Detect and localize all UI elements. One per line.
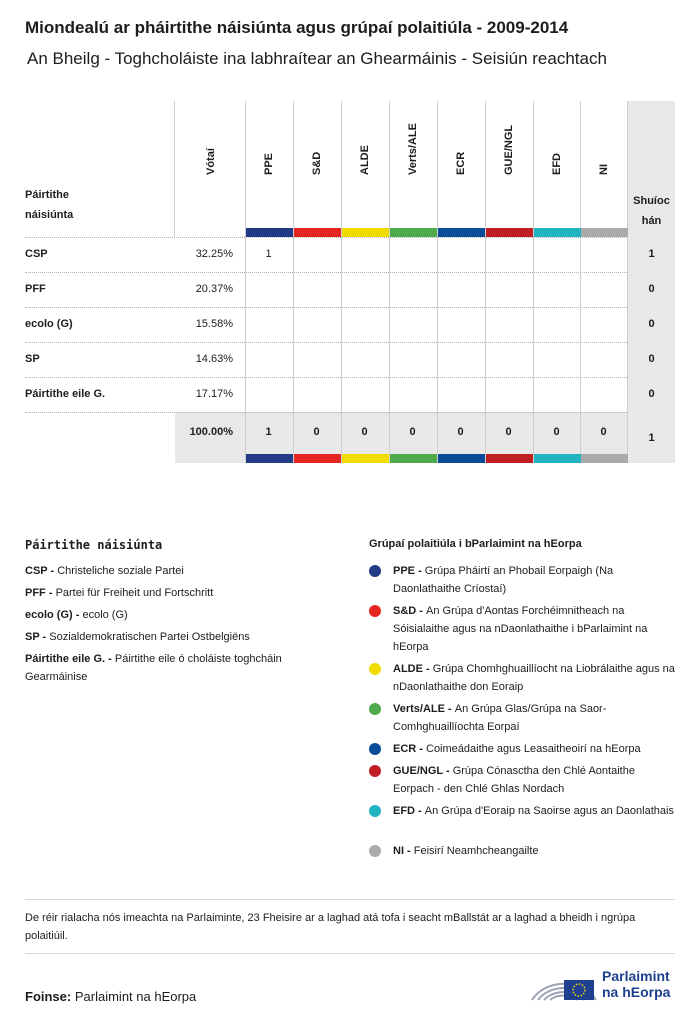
national-legend-code: SP - — [25, 631, 50, 643]
row-separator-3 — [25, 377, 627, 378]
group-colorbar-bottom-0 — [246, 454, 293, 463]
group-color-dot-icon — [369, 765, 381, 777]
seats-column-bg — [628, 101, 675, 463]
group-color-dot-icon — [369, 605, 381, 617]
group-col-line — [245, 101, 246, 463]
group-legend-item-4 — [393, 740, 675, 758]
group-header-1: S&D — [311, 151, 323, 175]
group-legend-code: NI - — [393, 845, 414, 857]
group-legend-desc: Coimeádaithe agus Leasaitheoirí na hEorpa — [426, 743, 641, 755]
party-header-line1: Páirtithe — [25, 189, 70, 201]
divider-bottom — [25, 953, 675, 954]
party-seats-3: 0 — [648, 353, 655, 365]
group-colorbar-top-5 — [486, 228, 533, 237]
group-legend-code: S&D - — [393, 605, 426, 617]
group-color-dot-icon — [369, 743, 381, 755]
national-legend-desc: Páirtithe eile ó choláiste toghcháin Gearmáinise — [25, 653, 282, 683]
group-total-4: 0 — [457, 426, 464, 438]
group-total-3: 0 — [409, 426, 416, 438]
group-legend-desc: Grúpa Pháirtí an Phobail Eorpaigh (Na Daonlathaithe Críostaí) — [393, 565, 614, 595]
national-legend-code: CSP - — [25, 565, 58, 577]
group-total-7: 0 — [600, 426, 607, 438]
group-colorbar-top-1 — [294, 228, 341, 237]
group-colorbar-top-6 — [534, 228, 581, 237]
group-legend-desc: Feisirí Neamhcheangailte — [413, 845, 539, 857]
group-header-5: GUE/NGL — [503, 124, 515, 175]
group-colorbar-bottom-3 — [390, 454, 437, 463]
header-separator — [25, 237, 627, 238]
group-legend-code: Verts/ALE - — [393, 703, 455, 715]
group-legend-item-0 — [393, 562, 675, 598]
group-legend-item-5 — [393, 762, 675, 798]
row-separator-2 — [25, 342, 627, 343]
group-legend-desc: An Grúpa d'Aontas Forchéimnitheach na Sóisialaithe agus na nDaonlathaithe i bParlaimint na hEorpa — [393, 605, 648, 653]
row-separator-0 — [25, 272, 627, 273]
group-legend-code: PPE - — [393, 565, 425, 577]
party-name-3: SP — [25, 353, 40, 365]
national-legend-code: ecolo (G) - — [25, 609, 83, 621]
chart-title: Miondealú ar pháirtithe náisiúnta agus grúpaí polaitiúla - 2009-2014 — [25, 18, 569, 37]
group-colorbar-bottom-7 — [581, 454, 628, 463]
group-colorbar-top-0 — [246, 228, 293, 237]
group-legend-code: ECR - — [393, 743, 426, 755]
group-legend-title: Grúpaí polaitiúla i bParlaimint na hEorpa — [369, 538, 582, 550]
national-legend-item-4 — [25, 650, 325, 686]
group-header-3: Verts/ALE — [407, 123, 419, 175]
group-colorbar-bottom-4 — [438, 454, 485, 463]
group-colorbar-top-7 — [581, 228, 628, 237]
national-legend-item-1 — [25, 584, 325, 602]
group-legend-desc: An Grúpa d'Eoraip na Saoirse agus an Daonlathais — [424, 805, 674, 817]
group-col-line — [485, 101, 486, 463]
group-header-7: NI — [598, 164, 610, 175]
source-line — [25, 989, 196, 1004]
party-votes-4: 17.17% — [195, 388, 233, 400]
group-legend-item-7 — [393, 842, 675, 860]
row-separator-4 — [25, 412, 627, 413]
national-legend-title: Páirtithe náisiúnta — [25, 538, 163, 552]
group-legend-code: GUE/NGL - — [393, 765, 453, 777]
group-colorbar-bottom-2 — [342, 454, 389, 463]
group-legend-code: EFD - — [393, 805, 425, 817]
logo-line2: na hEorpa — [602, 984, 671, 1000]
group-header-2: ALDE — [359, 145, 371, 175]
party-seats-4: 0 — [648, 388, 655, 400]
total-seats: 1 — [648, 432, 655, 444]
group-colorbar-bottom-6 — [534, 454, 581, 463]
rules-note: De réir rialacha nós imeachta na Parlaiminte, 23 Fheisire ar a laghad atá tofa i seacht mBallstát ar a laghad a bheidh i ngrúpa polaitiúil. — [25, 912, 636, 942]
group-colorbar-bottom-1 — [294, 454, 341, 463]
group-colorbar-top-3 — [390, 228, 437, 237]
national-legend-item-3 — [25, 628, 325, 646]
group-legend-item-1 — [393, 602, 675, 656]
party-votes-0: 32.25% — [195, 248, 233, 260]
party-votes-3: 14.63% — [195, 353, 233, 365]
source-value: Parlaimint na hEorpa — [74, 989, 197, 1004]
party-name-0: CSP — [25, 248, 48, 260]
national-legend-code: Páirtithe eile G. - — [25, 653, 115, 665]
national-legend-desc: ecolo (G) — [82, 609, 128, 621]
group-color-dot-icon — [369, 805, 381, 817]
group-col-line — [293, 101, 294, 463]
group-total-0: 1 — [265, 426, 272, 438]
source-label: Foinse: — [25, 989, 72, 1004]
group-color-dot-icon — [369, 663, 381, 675]
divider-top — [25, 899, 675, 900]
group-color-dot-icon — [369, 565, 381, 577]
group-total-6: 0 — [553, 426, 560, 438]
group-header-6: EFD — [551, 153, 563, 175]
seats-header-line2: hán — [641, 215, 662, 227]
seats-col-line — [627, 101, 628, 463]
national-legend-item-0 — [25, 562, 325, 580]
national-legend-desc: Sozialdemokratischen Partei Ostbelgiëns — [49, 631, 250, 643]
votes-header: Vótaí — [205, 148, 217, 175]
group-col-line — [341, 101, 342, 463]
party-group-seats-0-0: 1 — [265, 248, 272, 260]
group-legend-item-6 — [393, 802, 675, 820]
group-color-dot-icon — [369, 845, 381, 857]
chart-subtitle: An Bheilg - Toghcholáiste ina labhraítear an Ghearmáinis - Seisiún reachtach — [27, 49, 607, 68]
national-legend-item-2 — [25, 606, 325, 624]
group-legend-code: ALDE - — [393, 663, 433, 675]
group-colorbar-bottom-5 — [486, 454, 533, 463]
party-seats-2: 0 — [648, 318, 655, 330]
party-votes-2: 15.58% — [195, 318, 233, 330]
group-legend-desc: Grúpa Cónasctha den Chlé Aontaithe Eorpach - den Chlé Ghlas Nordach — [393, 765, 635, 795]
group-header-4: ECR — [455, 151, 467, 175]
group-colorbar-top-2 — [342, 228, 389, 237]
party-seats-0: 1 — [648, 248, 655, 260]
party-header-line2: náisiúnta — [25, 209, 74, 221]
group-colorbar-top-4 — [438, 228, 485, 237]
group-header-0: PPE — [263, 152, 275, 175]
party-votes-1: 20.37% — [195, 283, 233, 295]
party-name-1: PFF — [25, 283, 46, 295]
votes-col-line — [174, 101, 175, 238]
group-col-line — [580, 101, 581, 463]
group-col-line — [437, 101, 438, 463]
logo-text — [602, 968, 670, 1000]
group-col-line — [389, 101, 390, 463]
group-legend-item-3 — [393, 700, 675, 736]
group-total-1: 0 — [313, 426, 320, 438]
total-votes: 100.00% — [189, 426, 233, 438]
group-legend-item-2 — [393, 660, 675, 696]
party-seats-1: 0 — [648, 283, 655, 295]
group-col-line — [533, 101, 534, 463]
group-legend-desc: An Grúpa Glas/Grúpa na Saor-Comhghuaillíochta Eorpaí — [393, 703, 607, 733]
national-legend-desc: Partei für Freiheit und Fortschritt — [55, 587, 214, 599]
group-total-2: 0 — [361, 426, 368, 438]
seats-header-line1: Shuíoc — [633, 195, 670, 207]
national-legend-code: PFF - — [25, 587, 56, 599]
group-total-5: 0 — [505, 426, 512, 438]
logo-line1: Parlaimint — [602, 968, 670, 984]
party-name-2: ecolo (G) — [25, 318, 73, 330]
group-color-dot-icon — [369, 703, 381, 715]
group-legend-desc: Grúpa Chomhghuaillíocht na Liobrálaithe agus na nDaonlathaithe don Eoraip — [393, 663, 675, 693]
row-separator-1 — [25, 307, 627, 308]
national-legend-desc: Christeliche soziale Partei — [57, 565, 184, 577]
party-name-4: Páirtithe eile G. — [25, 388, 106, 400]
